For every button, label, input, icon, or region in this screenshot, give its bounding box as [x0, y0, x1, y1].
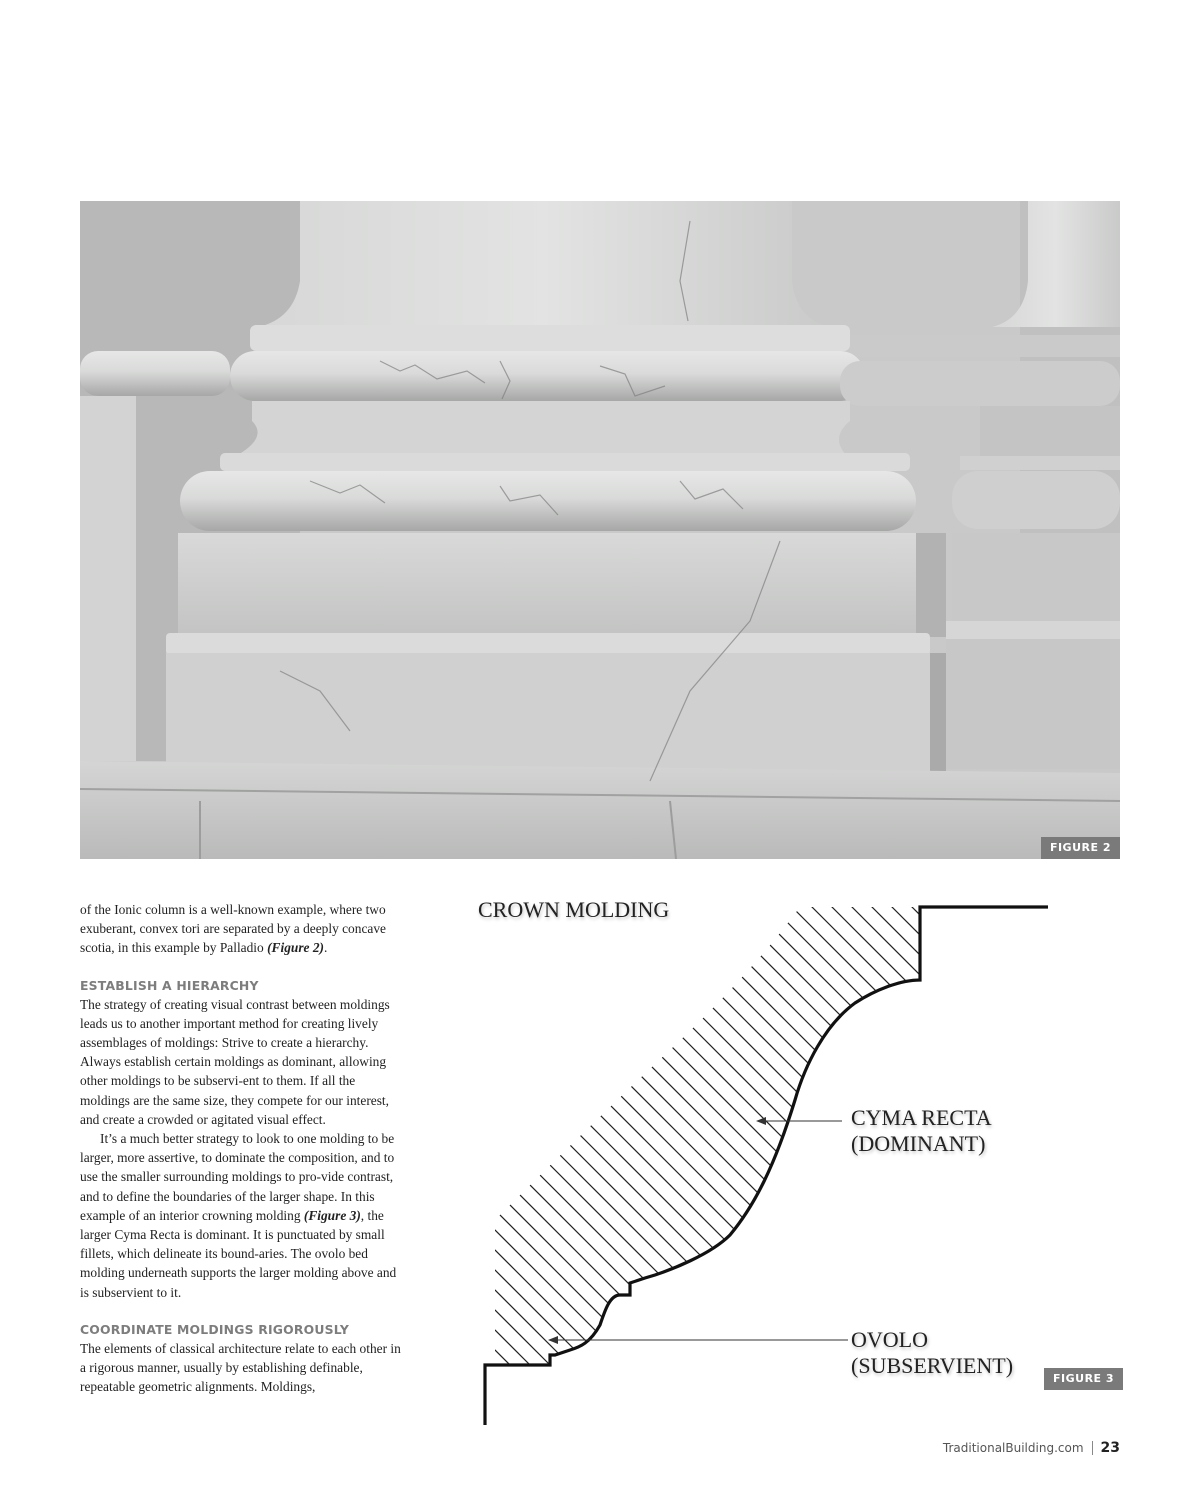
- ovolo-label: [851, 1327, 1013, 1379]
- page-footer: [943, 1440, 1120, 1456]
- footer-divider: [1092, 1441, 1093, 1455]
- article-column: [80, 900, 408, 1396]
- ovolo-name: OVOLO: [851, 1327, 928, 1352]
- figure-2-reference: (Figure 2): [267, 940, 324, 956]
- intro-paragraph: [80, 900, 408, 958]
- figure-3-label: FIGURE 3: [1044, 1368, 1123, 1390]
- figure-2-photo: [80, 201, 1120, 859]
- intro-text: of the Ionic column is a well-known example, where two exuberant, convex tori are separated by a deeply concave scotia, in this example by Palladio: [80, 902, 386, 956]
- figure-3-reference: (Figure 3): [303, 1207, 361, 1223]
- crown-molding-title: CROWN MOLDING: [478, 897, 670, 922]
- ovolo-role: (SUBSERVIENT): [851, 1353, 1014, 1378]
- site-name: TraditionalBuilding.com: [942, 1441, 1084, 1455]
- page-number: 23: [1100, 1440, 1120, 1456]
- hierarchy-paragraph-2: [80, 1129, 408, 1302]
- column-base-photo-icon: [80, 201, 1120, 859]
- intro-end: .: [324, 940, 328, 956]
- coordinate-paragraph: The elements of classical architecture relate to each other in a rigorous manner, usually by establishing definable, repeatable geometric alignments. Moldings,: [80, 1340, 401, 1395]
- heading-coordinate-moldings: COORDINATE MOLDINGS RIGOROUSLY: [80, 1321, 350, 1337]
- heading-establish-hierarchy: ESTABLISH A HIERARCHY: [80, 977, 259, 993]
- para2-text-a: It’s a much better strategy to look to one molding to be larger, more assertive, to dominate the composition, and to use the smaller surrounding moldings to pro-vide contrast, and to define the boundaries of the larger shape. In this example of an interior crowning molding: [80, 1131, 395, 1223]
- para2-text-b: , the larger Cyma Recta is dominant. It is punctuated by small fillets, which delineate its bound-aries. The ovolo bed molding underneath supports the larger molding above and is subservient to it.: [80, 1207, 397, 1300]
- ovolo-arrow-icon: [548, 1336, 558, 1344]
- cyma-recta-arrow-icon: [756, 1117, 766, 1125]
- hierarchy-paragraph-1: The strategy of creating visual contrast between moldings leads us to another important method for creating lively assemblages of moldings: Strive to create a hierarchy. Always establish certain moldings as dominant, allowing other moldings to be subservi-ent to them. If all the moldings are the same size, they compete for our interest, and create a crowded or agitated visual effect.: [80, 996, 390, 1127]
- cyma-recta-role: (DOMINANT): [851, 1131, 986, 1156]
- figure-2-label: FIGURE 2: [1041, 837, 1120, 859]
- cyma-recta-label: [851, 1105, 992, 1157]
- figure-3-diagram: [470, 885, 1070, 1425]
- cyma-recta-name: CYMA RECTA: [851, 1105, 992, 1130]
